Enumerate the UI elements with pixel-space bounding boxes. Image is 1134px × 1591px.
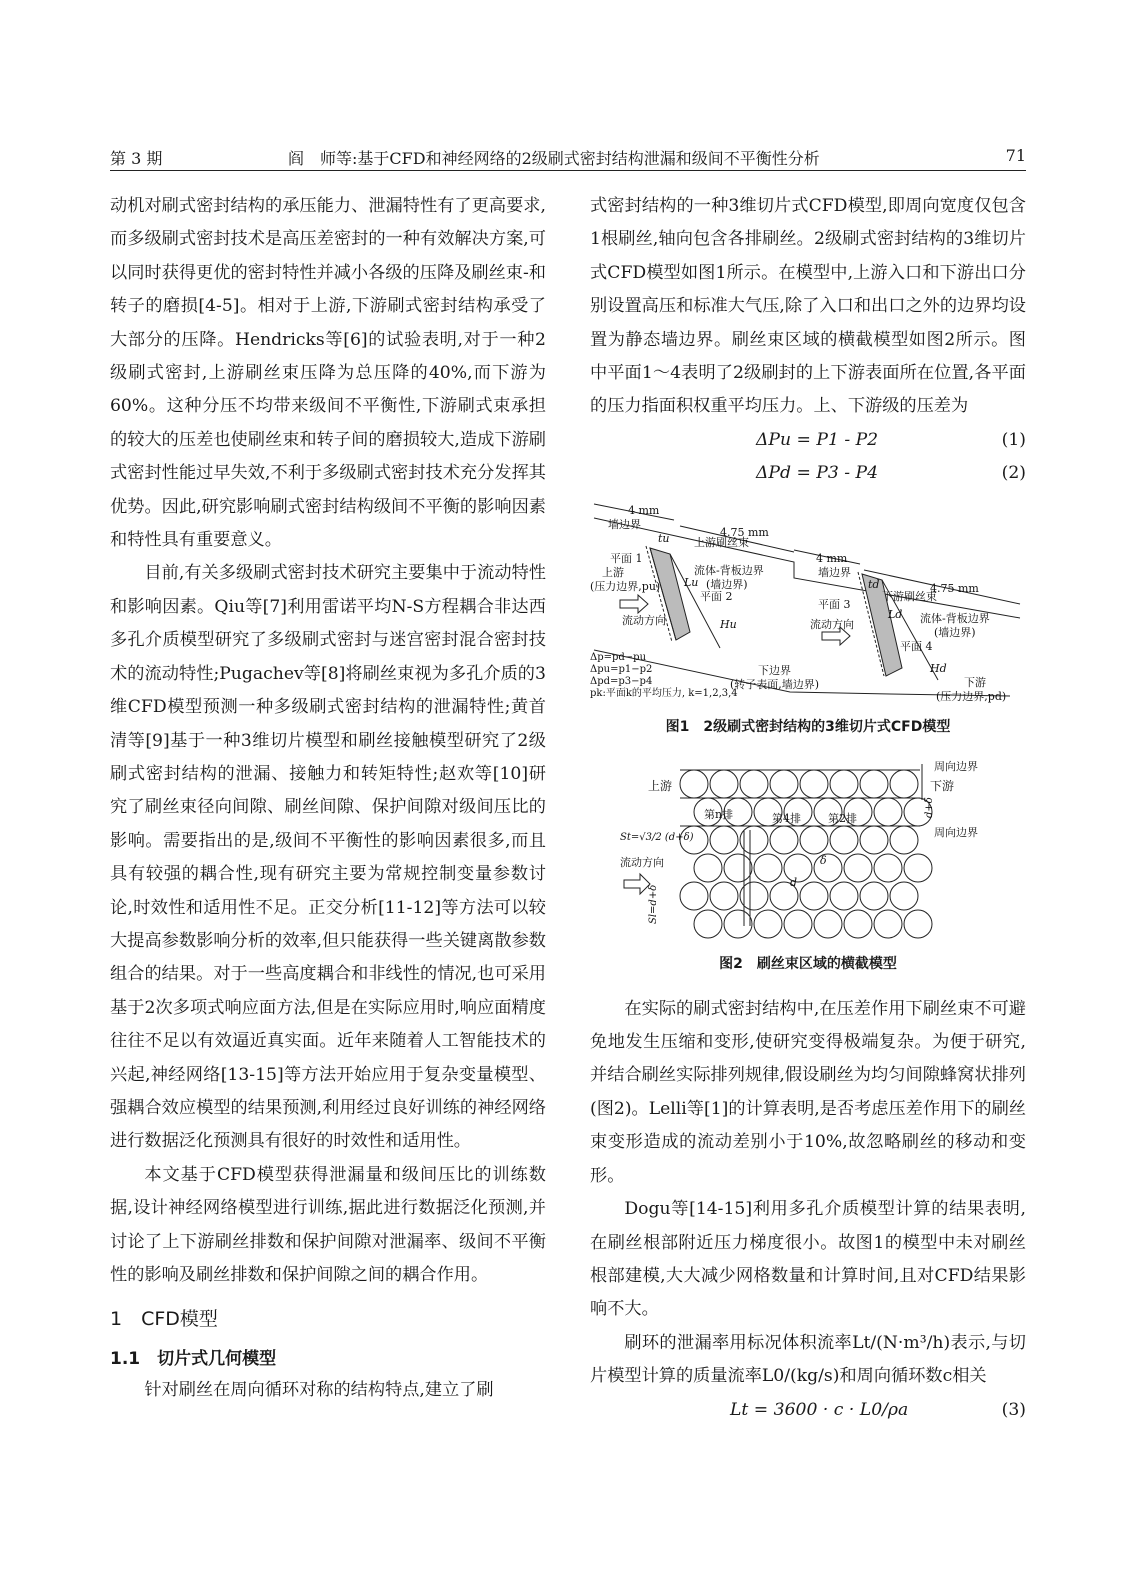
running-header xyxy=(110,146,1026,170)
bristle-circle xyxy=(860,826,888,854)
lower-boundary-desc: (转子表面,墙边界) xyxy=(730,677,820,691)
bristle-circle xyxy=(784,854,812,882)
legend-4: pk:平面k的平均压力, k=1,2,3,4 xyxy=(590,687,738,699)
section-heading: 1 CFD模型 xyxy=(110,1308,218,1331)
bristle-circle xyxy=(874,854,902,882)
bristle-circle xyxy=(694,854,722,882)
figure-2-caption: 图2 刷丝束区域的横截模型 xyxy=(719,955,897,972)
page-number: 71 xyxy=(1005,146,1026,165)
bristle-circle xyxy=(740,770,768,798)
bristle-circle xyxy=(844,910,872,938)
fig2-flow: 流动方向 xyxy=(620,856,664,870)
equation-2 xyxy=(590,457,1026,490)
figure-2 xyxy=(590,760,1026,974)
fig2-st: St=√3/2 (d+δ) xyxy=(620,832,694,844)
wall-label-b: 墙边界 xyxy=(818,565,851,579)
paragraph: 本文基于CFD模型获得泄漏量和级间压比的训练数据,设计神经网络模型进行训练,据此进行数据泛化预测,并讨论了上下游刷丝排数和保护间隙对泄漏率、级间不平衡性的影响及刷丝排数和保护间隙之间的耦合作用。 xyxy=(110,1164,546,1285)
fig2-sl: Sl=d+δ xyxy=(648,885,659,925)
bristle-circle xyxy=(830,770,858,798)
bristle-circle xyxy=(904,854,932,882)
right-column xyxy=(590,190,1026,1427)
wall-label-a: 墙边界 xyxy=(608,517,641,531)
fig2-delta: δ xyxy=(820,854,827,868)
legend-1: Δp=pd−pu xyxy=(590,651,647,663)
bristle-circle xyxy=(830,882,858,910)
subsection-heading: 1.1 切片式几何模型 xyxy=(110,1349,277,1370)
equation-number: (3) xyxy=(1001,1399,1026,1420)
lu-label: Lu xyxy=(684,575,699,589)
fig2-periodic-bottom: 周向边界 xyxy=(934,826,978,840)
paragraph: 针对刷丝在周向循环对称的结构特点,建立了刷 xyxy=(144,1380,494,1401)
bristle-circle xyxy=(784,910,812,938)
equation-number: (1) xyxy=(1001,429,1026,450)
bristle-circle xyxy=(830,826,858,854)
fig2-downstream: 下游 xyxy=(930,779,955,794)
bristle-circle xyxy=(724,910,752,938)
plane-3-label: 平面 3 xyxy=(818,597,851,611)
equation-1 xyxy=(590,424,1026,457)
downstream-bc-label: (压力边界,pd) xyxy=(936,689,1007,703)
upstream-label: 上游 xyxy=(602,565,624,579)
paragraph: 刷环的泄漏率用标况体积流率Lt/(N·m³/h)表示,与切片模型计算的质量流率L0/(kg/s)和周向循环数c相关 xyxy=(590,1332,1026,1387)
bristle-circle xyxy=(890,882,918,910)
td-label: td xyxy=(868,577,880,591)
bristle-circle xyxy=(710,882,738,910)
figure-1-caption: 图1 2级刷式密封结构的3维切片式CFD模型 xyxy=(665,719,951,736)
equation-body: ΔPu = P1 - P2 xyxy=(756,429,879,450)
plane-1-label: 平面 1 xyxy=(610,551,643,565)
bristle-circle xyxy=(860,770,888,798)
running-title: 阎 师等:基于CFD和神经网络的2级刷式密封结构泄漏和级间不平衡性分析 xyxy=(288,149,820,168)
upstream-bc-label: (压力边界,pu) xyxy=(590,579,661,593)
flow-direction-2: 流动方向 xyxy=(810,617,854,631)
bristle-circle xyxy=(800,882,828,910)
fig2-d: d xyxy=(790,876,798,890)
fluid-backplate-a-wall: (墙边界) xyxy=(706,577,748,591)
bristle-circle xyxy=(890,826,918,854)
fig2-row-4: 第4排 xyxy=(772,812,801,826)
fig2-upstream: 上游 xyxy=(648,779,673,794)
bristle-circle xyxy=(710,770,738,798)
bristle-circle xyxy=(694,910,722,938)
plane-2-label: 平面 2 xyxy=(700,589,733,603)
hd-label: Hd xyxy=(930,661,947,675)
upstream-brush-label: 上游刷丝束 xyxy=(694,535,749,549)
bristle-circle xyxy=(754,910,782,938)
fig2-row-2: 第2排 xyxy=(828,812,857,826)
bristle-circle xyxy=(814,910,842,938)
bristle-circle xyxy=(904,910,932,938)
dim-475-a: 4.75 mm xyxy=(720,525,769,539)
issue-number: 第 3 期 xyxy=(110,149,163,168)
fig2-periodic-top: 周向边界 xyxy=(934,760,978,774)
fig2-dd: d+δ xyxy=(924,797,935,819)
hu-label: Hu xyxy=(720,617,737,631)
bristle-circle xyxy=(710,826,738,854)
left-column xyxy=(110,190,546,1408)
bristle-circle xyxy=(770,770,798,798)
paragraph: 在实际的刷式密封结构中,在压差作用下刷丝束不可避免地发生压缩和变形,使研究变得极端复杂。为便于研究,并结合刷丝实际排列规律,假设刷丝为均匀间隙蜂窝状排列(图2)。Lelli等[1]的计算表明,是否考虑压差作用下的刷丝束变形造成的流动差别小于10%,故忽略刷丝的移动和变形。 xyxy=(590,998,1026,1186)
fluid-backplate-b: 流体-背板边界 xyxy=(920,611,990,625)
plane-4-label: 平面 4 xyxy=(900,639,933,653)
legend-3: Δpd=p3−p4 xyxy=(590,675,653,687)
dim-475-b: 4.75 mm xyxy=(930,581,979,595)
downstream-brush-label: 下游刷丝束 xyxy=(882,589,937,603)
bristle-circle xyxy=(814,854,842,882)
bristle-circle xyxy=(680,882,708,910)
equation-number: (2) xyxy=(1001,462,1026,483)
bristle-circle xyxy=(680,770,708,798)
figure-2-diagram xyxy=(590,760,1026,940)
bristle-circle xyxy=(800,826,828,854)
paragraph: 目前,有关多级刷式密封技术研究主要集中于流动特性和影响因素。Qiu等[7]利用雷诺平均N-S方程耦合非达西多孔介质模型研究了多级刷式密封与迷宫密封混合密封技术的流动特性;Pugachev等[8]将刷丝束视为多孔介质的3维CFD模型预测一种多级刷式密封结构的泄漏特性;黄首清等[9]基于一种3维切片模型和刷丝接触模型研究了2级刷式密封结构的泄漏、接触力和转矩特性;赵欢等[10]研究了刷丝束径向间隙、刷丝间隙、保护间隙对级间压比的影响。需要指出的是,级间不平衡性的影响因素很多,而且具有较强的耦合性,现有研究主要为常规控制变量参数讨论,时效性和适用性不足。正交分析[11-12]等方法可以较大提高参数影响分析的效率,但只能获得一些关键离散参数组合的结果。对于一些高度耦合和非线性的情况,也可采用基于2次多项式响应面方法,但是在实际应用时,响应面精度往往不足以有效逼近真实面。近年来随着人工智能技术的兴起,神经网络[13-15]等方法开始应用于复杂变量模型、强耦合效应模型的结果预测,利用经过良好训练的神经网络进行数据泛化预测具有很好的时效性和适用性。 xyxy=(110,563,546,1152)
figure-1 xyxy=(590,500,1026,738)
bristle-circle xyxy=(800,770,828,798)
fluid-backplate-b-wall: (墙边界) xyxy=(934,625,976,639)
fluid-backplate-a: 流体-背板边界 xyxy=(694,563,764,577)
bristle-circle xyxy=(724,854,752,882)
dim-4mm-a: 4 mm xyxy=(628,503,660,517)
bristle-circle xyxy=(844,854,872,882)
paragraph: 式密封结构的一种3维切片式CFD模型,即周向宽度仅包含1根刷丝,轴向包含各排刷丝。2级刷式密封结构的3维切片式CFD模型如图1所示。在模型中,上游入口和下游出口分别设置高压和标准大气压,除了入口和出口之外的边界均设置为静态墙边界。刷丝束区域的横截模型如图2所示。图中平面1～4表明了2级刷封的上下游表面所在位置,各平面的压力指面积权重平均压力。上、下游级的压差为 xyxy=(590,196,1026,417)
bristle-circle xyxy=(874,910,902,938)
fig2-row-n: 第n排 xyxy=(704,808,734,822)
figure-1-diagram xyxy=(590,500,1026,704)
equation-body: Lt = 3600 · c · L0/ρa xyxy=(730,1399,909,1420)
header-rule xyxy=(110,170,1026,171)
equation-body: ΔPd = P3 - P4 xyxy=(756,462,879,483)
tu-label: tu xyxy=(658,531,670,545)
dim-4mm-b: 4 mm xyxy=(816,551,848,565)
flow-direction-1: 流动方向 xyxy=(622,613,666,627)
bristle-circle xyxy=(874,798,902,826)
paragraph: 动机对刷式密封结构的承压能力、泄漏特性有了更高要求,而多级刷式密封技术是高压差密封的一种有效解决方案,可以同时获得更优的密封特性并减小各级的压降及刷丝束-和转子的磨损[4-5]。相对于上游,下游刷式密封结构承受了大部分的压降。Hendricks等[6]的试验表明,对于一种2级刷式密封,上游刷丝束压降为总压降的40%,而下游为60%。这种分压不均带来级间不平衡性,下游刷式束承担的较大的压差也使刷丝束和转子间的磨损较大,造成下游刷式密封性能过早失效,不利于多级刷式密封技术充分发挥其优势。因此,研究影响刷式密封结构级间不平衡的影响因素和特性具有重要意义。 xyxy=(110,196,546,551)
ld-label: Ld xyxy=(888,607,903,621)
bristle-circle xyxy=(860,882,888,910)
bristle-circle xyxy=(770,826,798,854)
paragraph: Dogu等[14-15]利用多孔介质模型计算的结果表明,在刷丝根部附近压力梯度很小。故图1的模型中未对刷丝根部建模,大大减少网格数量和计算时间,且对CFD结果影响不大。 xyxy=(590,1199,1026,1320)
bristle-circle xyxy=(754,854,782,882)
bristle-circle xyxy=(890,770,918,798)
equation-3 xyxy=(590,1394,1026,1427)
downstream-label: 下游 xyxy=(964,675,986,689)
legend-2: Δpu=p1−p2 xyxy=(590,663,653,675)
lower-boundary-label: 下边界 xyxy=(758,663,791,677)
